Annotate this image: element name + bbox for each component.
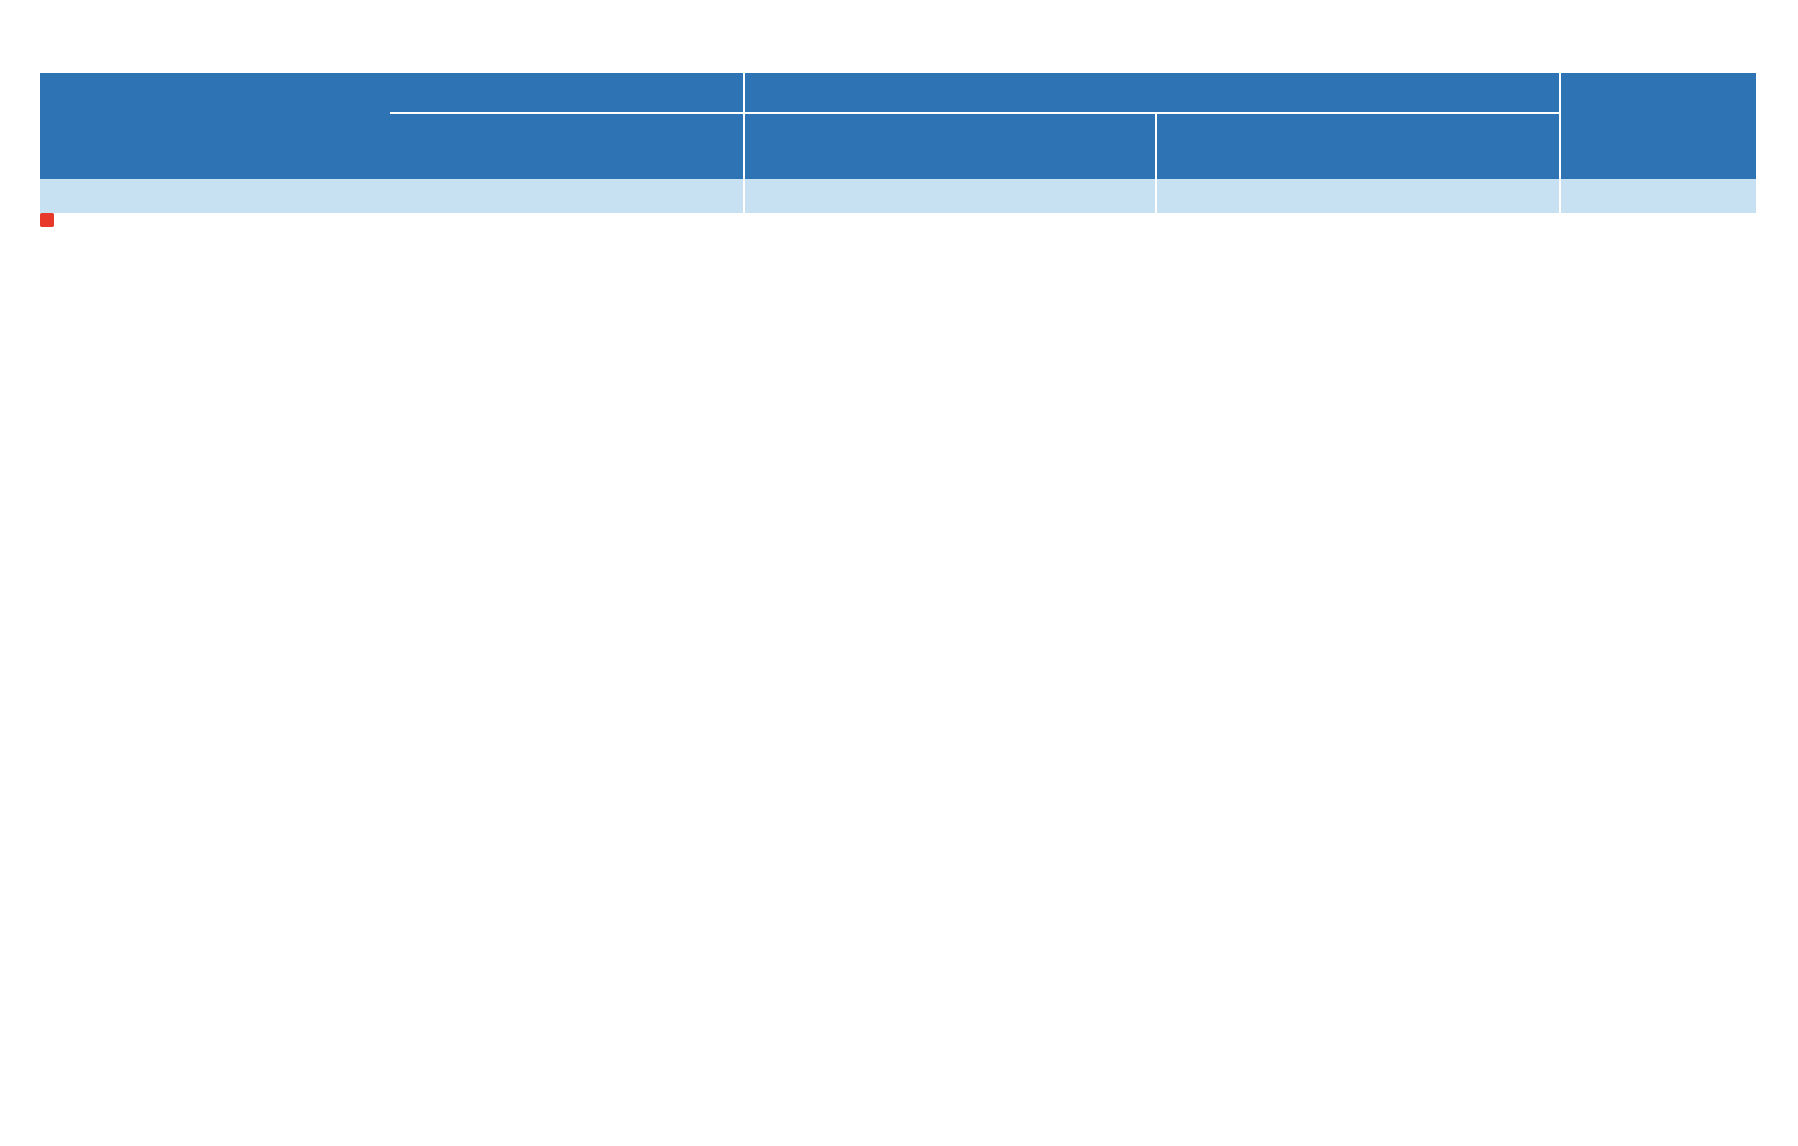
header-col-6t — [894, 141, 1032, 179]
header-col-growth-6t — [1294, 141, 1434, 179]
unit-q2 — [744, 179, 894, 213]
header-col-kh — [1032, 141, 1156, 179]
header-col-growth-q2 — [1156, 141, 1294, 179]
units-empty — [40, 179, 390, 213]
page-title — [40, 14, 1798, 49]
header-gia — [390, 73, 500, 113]
header-lnst-subgroup — [744, 113, 1156, 141]
unit-growth-q2 — [1156, 179, 1294, 213]
header-pe-ttm — [500, 113, 622, 141]
header-nganh — [198, 73, 390, 179]
unit-t6 — [894, 179, 1032, 213]
unit-kh — [1032, 179, 1156, 213]
kqkd-table — [40, 73, 1756, 213]
unit-gia — [390, 179, 500, 213]
header-pb — [622, 73, 744, 113]
highlight-box — [40, 213, 54, 227]
header-col-q2 — [744, 141, 894, 179]
header-growth-subgroup — [1156, 113, 1560, 141]
header-nguon — [1560, 73, 1756, 179]
header-ma — [130, 73, 198, 179]
unit-2024kh — [1434, 179, 1560, 213]
units-row — [40, 179, 1756, 213]
header-pe-date — [500, 141, 622, 179]
unit-nguon-empty — [1560, 179, 1756, 213]
unit-pb — [622, 179, 744, 213]
table-wrapper — [40, 73, 1756, 213]
header-stt — [40, 73, 130, 179]
header-pe — [500, 73, 622, 113]
header-pb-ttm — [622, 113, 744, 141]
header-gia-2weeks — [390, 141, 500, 179]
unit-growth-6t — [1294, 179, 1434, 213]
header-lnst-group — [744, 73, 1560, 113]
report-page — [0, 14, 1798, 1146]
header-gia-pct — [390, 113, 500, 141]
unit-pe — [500, 179, 622, 213]
header-col-2024kh — [1434, 141, 1560, 179]
header-pb-date — [622, 141, 744, 179]
table-header — [40, 73, 1756, 213]
